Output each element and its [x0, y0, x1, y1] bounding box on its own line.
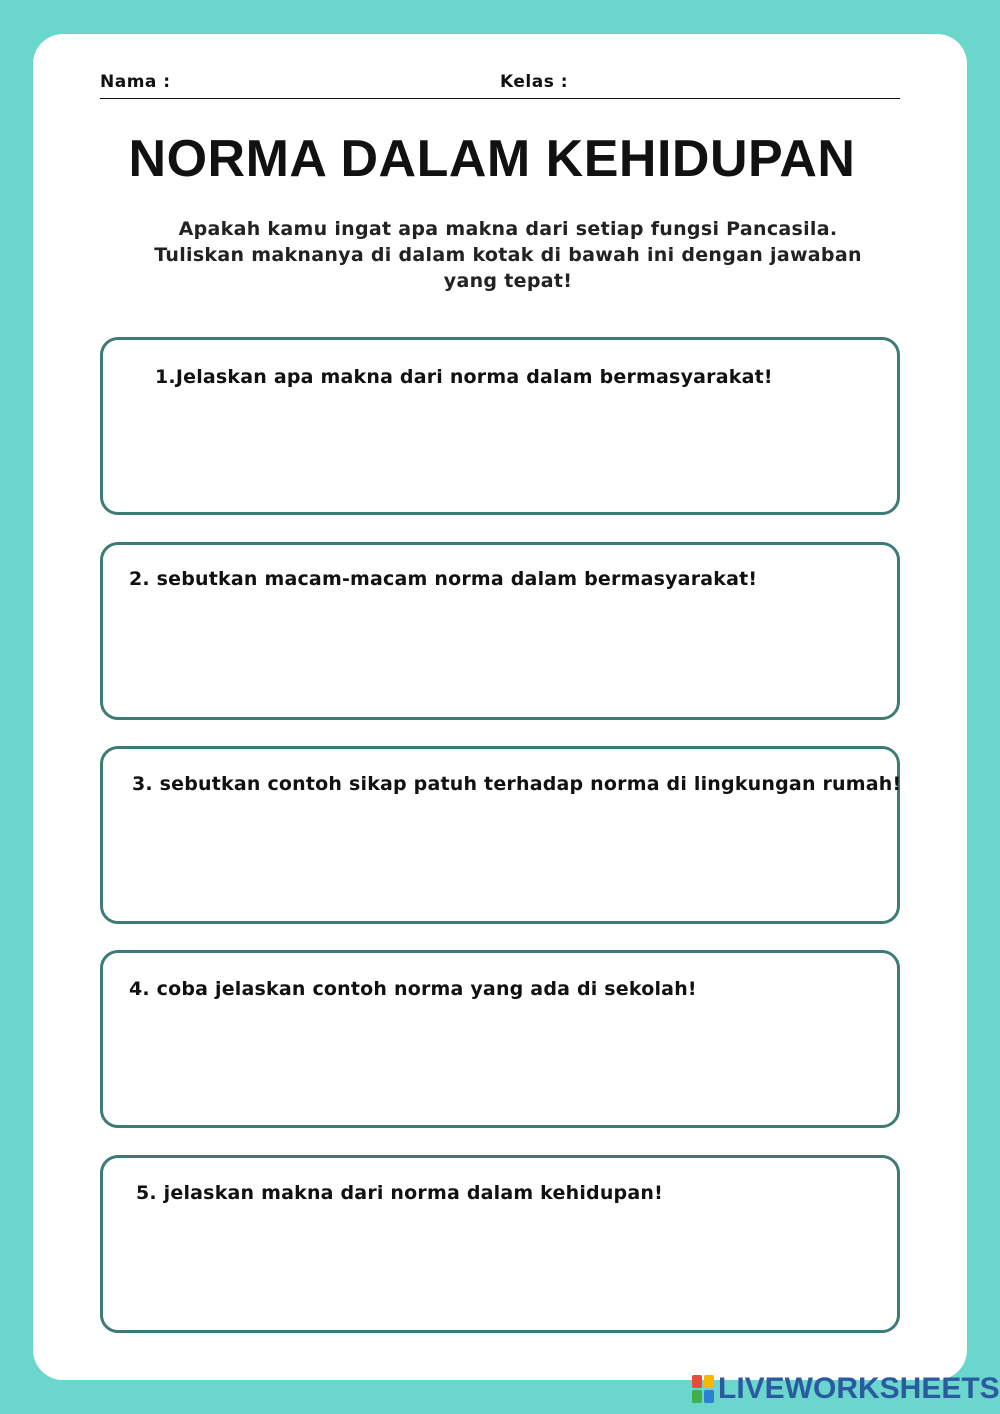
nama-label: Nama : [100, 72, 171, 92]
question-text-3: 3. sebutkan contoh sikap patuh terhadap norma di lingkungan rumah! [132, 773, 902, 795]
page-title: NORMA DALAM KEHIDUPAN [128, 130, 856, 188]
liveworksheets-brand[interactable] [692, 1372, 1000, 1406]
question-box-3 [100, 746, 900, 924]
instructions [150, 216, 866, 294]
question-box-5 [100, 1155, 900, 1333]
answer-field-1[interactable] [123, 400, 877, 498]
answer-field-2[interactable] [123, 605, 877, 703]
liveworksheets-logo-icon [692, 1375, 714, 1403]
name-class-underline [100, 98, 900, 99]
answer-field-4[interactable] [123, 1013, 877, 1111]
brand-name: LIVEWORKSHEETS [718, 1372, 1000, 1405]
answer-field-3[interactable] [123, 809, 877, 907]
kelas-label: Kelas : [500, 72, 569, 92]
question-text-5: 5. jelaskan makna dari norma dalam kehidupan! [136, 1182, 663, 1204]
instruction-line: yang tepat! [443, 270, 573, 292]
question-box-1 [100, 337, 900, 515]
question-text-4: 4. coba jelaskan contoh norma yang ada di sekolah! [129, 978, 697, 1000]
question-text-1: 1.Jelaskan apa makna dari norma dalam bermasyarakat! [155, 366, 773, 388]
instruction-line: Apakah kamu ingat apa makna dari setiap fungsi Pancasila. [178, 218, 838, 240]
instruction-line: Tuliskan maknanya di dalam kotak di bawah ini dengan jawaban [154, 244, 862, 266]
question-box-2 [100, 542, 900, 720]
question-box-4 [100, 950, 900, 1128]
answer-field-5[interactable] [123, 1218, 877, 1316]
question-text-2: 2. sebutkan macam-macam norma dalam bermasyarakat! [129, 568, 758, 590]
